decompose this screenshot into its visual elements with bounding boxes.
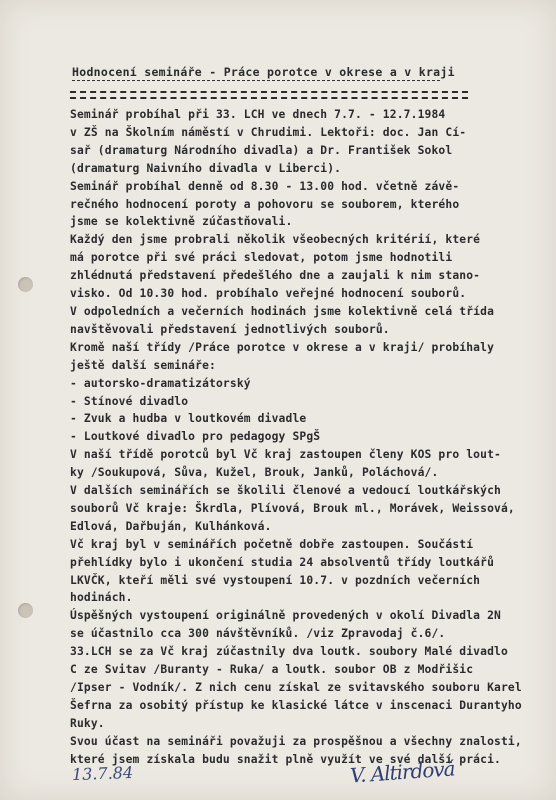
text-line: které jsem získala budu snažit plně využít ve své další práci. (70, 752, 501, 766)
text-line: se účastnilo cca 300 návštěvníků. /viz Zpravodaj č.6/. (70, 627, 446, 641)
handwritten-date: 13.7.84 (71, 762, 134, 785)
text-line: LKVČK, kteří měli své vystoupení 10.7. v pozdních večerních (70, 573, 481, 587)
text-line: hodinách. (70, 591, 133, 605)
text-line: Seminář probíhal při 33. LCH ve dnech 7.7. - 12.7.1984 (70, 108, 446, 121)
text-line: (dramaturg Naivního divadla v Liberci). (70, 161, 342, 175)
text-line: - Loutkové divadlo pro pedagogy SPgŠ (70, 430, 321, 444)
text-line: ky /Soukupová, Sůva, Kužel, Brouk, Janků, Poláchová/. (70, 466, 439, 480)
text-line: V dalších seminářích se školili členové a vedoucí loutkářských (70, 484, 501, 498)
document-title: Hodnocení semináře - Práce porotce v okrese a v kraji (72, 65, 455, 79)
text-line: souborů Vč kraje: Škrdla, Plívová, Brouk ml., Morávek, Weissová, (70, 501, 515, 515)
document-body (70, 106, 522, 769)
text-line: - Stínové divadlo (70, 394, 189, 408)
text-line: Svou účast na semináři považuji za prospěšnou a všechny znalosti, (70, 734, 522, 748)
text-line: - autorsko-dramatizátorský (70, 376, 251, 390)
text-line: Edlová, Dařbuján, Kulhánková. (70, 519, 272, 533)
text-line: /Ipser - Vodník/. Z nich cenu získal ze svitavského souboru Karel (70, 681, 522, 694)
text-line: Ruky. (70, 716, 105, 730)
title-underline (72, 80, 440, 81)
text-line: Úspěšných vystoupení originálně provedených v okolí Divadla 2N (70, 609, 501, 623)
text-line: 33.LCH se za Vč kraj zúčastnily dva loutk. soubory Malé divadlo (70, 645, 508, 659)
text-line: rečného hodnocení poroty a pohovoru se souborem, kterého (70, 197, 460, 211)
double-divider (70, 91, 468, 99)
text-line: - Zvuk a hudba v loutkovém divadle (70, 412, 307, 426)
text-line: přehlídky bylo i ukončení studia 24 absolventů třídy loutkářů (70, 555, 495, 569)
handwritten-signature: V. Altirdová (349, 756, 456, 788)
text-line: má porotce při své práci sledovat, potom jsme hodnotili (70, 251, 453, 265)
text-line: Kromě naší třídy /Práce porotce v okrese a v kraji/ probíhaly (70, 340, 495, 354)
punch-hole (18, 277, 33, 292)
text-line: Seminář probíhal denně od 8.30 - 13.00 hod. včetně závě- (70, 179, 460, 193)
text-line: V odpoledních a večerních hodinách jsme kolektivně celá třída (70, 304, 495, 318)
text-line: Každý den jsme probrali několik všeobecných kritérií, které (70, 233, 481, 247)
text-line: ještě další semináře: (70, 358, 216, 372)
punch-hole (18, 603, 33, 618)
text-line: navštěvovali představení jednotlivých souborů. (70, 322, 390, 336)
text-line: V naší třídě porotců byl Vč kraj zastoupen členy KOS pro lout- (70, 448, 501, 462)
text-line: C ze Svitav /Buranty - Ruka/ a loutk. soubor OB z Modřišic (70, 663, 474, 677)
text-line: sař (dramaturg Národního divadla) a Dr. František Sokol (70, 143, 453, 157)
text-line: Vč kraj byl v seminářích početně dobře zastoupen. Součástí (70, 537, 474, 551)
text-line: visko. Od 10.30 hod. probíhalo veřejné hodnocení souborů. (70, 287, 467, 301)
text-line: zhlédnutá představení předešlého dne a zaujali k nim stano- (70, 269, 481, 283)
text-line: Šefrna za osobitý přístup ke klasické látce v inscenaci Durantyho (70, 698, 522, 712)
text-line: jsme se kolektivně zúčastňovali. (70, 215, 293, 229)
text-line: v ZŠ na Školním náměstí v Chrudimi. Lektoři: doc. Jan Cí- (70, 125, 467, 139)
